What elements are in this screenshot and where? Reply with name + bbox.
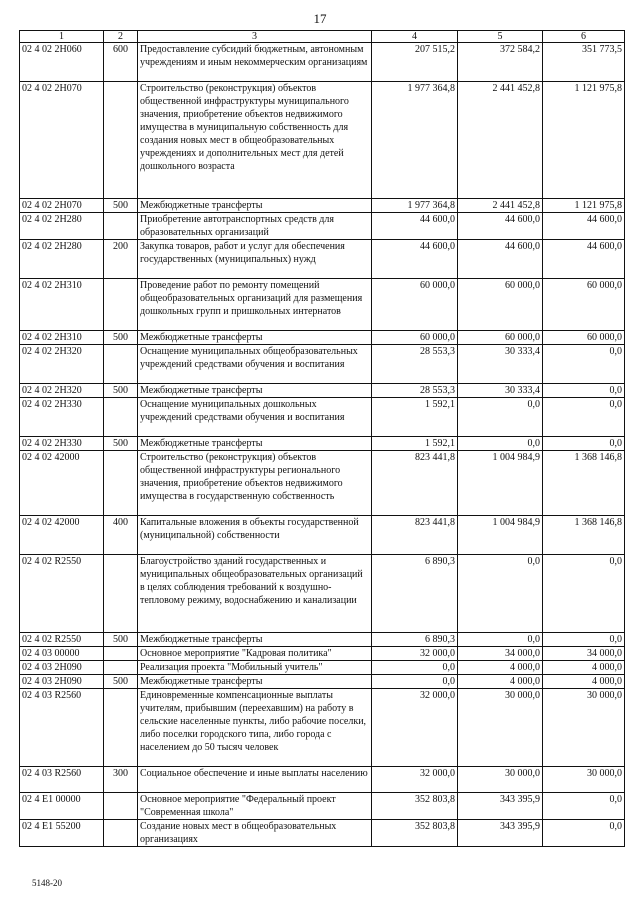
column-header: 4 [372,31,458,43]
table-body [20,43,625,847]
cell-v1: 1 977 364,8 [372,199,458,213]
cell-name: Приобретение автотранспортных средств для образовательных организаций [138,213,372,240]
table-row [20,213,625,240]
cell-type [104,793,138,820]
cell-name: Капитальные вложения в объекты государственной (муниципальной) собственности [138,516,372,555]
cell-name: Реализация проекта "Мобильный учитель" [138,661,372,675]
table-row [20,345,625,384]
column-header: 1 [20,31,104,43]
cell-type: 300 [104,767,138,793]
cell-v1: 60 000,0 [372,279,458,331]
cell-name: Создание новых мест в общеобразовательных организациях [138,820,372,847]
cell-code: 02 4 03 R2560 [20,689,104,767]
cell-v2: 30 000,0 [458,689,543,767]
cell-v2: 34 000,0 [458,647,543,661]
cell-v1: 823 441,8 [372,451,458,516]
cell-code: 02 4 02 2Н320 [20,384,104,398]
cell-v3: 60 000,0 [543,331,625,345]
cell-code: 02 4 03 2Н090 [20,661,104,675]
cell-v2: 343 395,9 [458,793,543,820]
table-row [20,199,625,213]
cell-v1: 1 592,1 [372,437,458,451]
cell-v1: 352 803,8 [372,793,458,820]
cell-v2: 60 000,0 [458,331,543,345]
cell-type [104,398,138,437]
table-row [20,451,625,516]
table-row [20,384,625,398]
cell-type [104,279,138,331]
cell-v3: 1 121 975,8 [543,82,625,199]
cell-v2: 4 000,0 [458,661,543,675]
cell-code: 02 4 02 2Н060 [20,43,104,82]
cell-v2: 44 600,0 [458,213,543,240]
cell-type [104,345,138,384]
cell-code: 02 4 02 2Н330 [20,398,104,437]
cell-type: 500 [104,437,138,451]
cell-type: 500 [104,331,138,345]
cell-type [104,689,138,767]
table-row [20,820,625,847]
table-row [20,279,625,331]
cell-v1: 352 803,8 [372,820,458,847]
table-row [20,82,625,199]
cell-type [104,213,138,240]
cell-v2: 0,0 [458,398,543,437]
table-row [20,647,625,661]
budget-table [19,30,625,847]
cell-v3: 60 000,0 [543,279,625,331]
cell-v2: 2 441 452,8 [458,82,543,199]
cell-type: 400 [104,516,138,555]
cell-name: Межбюджетные трансферты [138,199,372,213]
column-header: 2 [104,31,138,43]
cell-v2: 30 333,4 [458,345,543,384]
cell-v1: 28 553,3 [372,345,458,384]
cell-v2: 30 333,4 [458,384,543,398]
cell-v3: 44 600,0 [543,240,625,279]
cell-v3: 0,0 [543,793,625,820]
cell-v1: 1 977 364,8 [372,82,458,199]
cell-v2: 1 004 984,9 [458,451,543,516]
cell-code: 02 4 02 2Н310 [20,279,104,331]
cell-type [104,820,138,847]
cell-name: Оснащение муниципальных общеобразовательных учреждений средствами обучения и воспитания [138,345,372,384]
table-row [20,43,625,82]
cell-v1: 28 553,3 [372,384,458,398]
cell-type [104,661,138,675]
cell-v2: 343 395,9 [458,820,543,847]
cell-v1: 1 592,1 [372,398,458,437]
column-header: 3 [138,31,372,43]
cell-type [104,451,138,516]
cell-type: 500 [104,675,138,689]
cell-code: 02 4 E1 55200 [20,820,104,847]
cell-code: 02 4 02 2Н280 [20,240,104,279]
cell-v1: 207 515,2 [372,43,458,82]
cell-name: Оснащение муниципальных дошкольных учреждений средствами обучения и воспитания [138,398,372,437]
cell-name: Межбюджетные трансферты [138,384,372,398]
cell-v3: 1 368 146,8 [543,516,625,555]
cell-name: Благоустройство зданий государственных и муниципальных общеобразовательных организаций в целях соблюдения требований к воздушно-тепловому режиму, водоснабжению и канализации [138,555,372,633]
cell-type: 500 [104,633,138,647]
cell-v2: 2 441 452,8 [458,199,543,213]
cell-v2: 4 000,0 [458,675,543,689]
cell-code: 02 4 02 2Н330 [20,437,104,451]
cell-v3: 0,0 [543,633,625,647]
table-row [20,689,625,767]
cell-v1: 32 000,0 [372,767,458,793]
cell-v3: 4 000,0 [543,675,625,689]
cell-name: Основное мероприятие "Кадровая политика" [138,647,372,661]
cell-v3: 1 121 975,8 [543,199,625,213]
table-row [20,793,625,820]
table-row [20,240,625,279]
cell-v2: 0,0 [458,633,543,647]
cell-type: 500 [104,199,138,213]
table-row [20,633,625,647]
cell-code: 02 4 03 2Н090 [20,675,104,689]
cell-type: 500 [104,384,138,398]
cell-v1: 32 000,0 [372,689,458,767]
cell-v2: 0,0 [458,555,543,633]
cell-v3: 351 773,5 [543,43,625,82]
table-row [20,675,625,689]
cell-v1: 6 890,3 [372,633,458,647]
cell-code: 02 4 02 R2550 [20,633,104,647]
cell-name: Проведение работ по ремонту помещений общеобразовательных организаций для размещения дошкольных групп и пришкольных интернатов [138,279,372,331]
cell-v3: 0,0 [543,555,625,633]
cell-code: 02 4 E1 00000 [20,793,104,820]
cell-v2: 30 000,0 [458,767,543,793]
cell-v1: 60 000,0 [372,331,458,345]
cell-code: 02 4 02 42000 [20,516,104,555]
cell-name: Строительство (реконструкция) объектов общественной инфраструктуры регионального значения, приобретение объектов недвижимого имущества в государственную собственность [138,451,372,516]
cell-v2: 44 600,0 [458,240,543,279]
footer-code: 5148-20 [32,878,62,888]
cell-v1: 6 890,3 [372,555,458,633]
cell-name: Предоставление субсидий бюджетным, автономным учреждениям и иным некоммерческим организациям [138,43,372,82]
table-header-row [20,31,625,43]
cell-v3: 0,0 [543,384,625,398]
cell-type: 600 [104,43,138,82]
cell-v1: 44 600,0 [372,240,458,279]
table-row [20,331,625,345]
column-header: 6 [543,31,625,43]
table-row [20,555,625,633]
cell-name: Межбюджетные трансферты [138,437,372,451]
table-row [20,661,625,675]
cell-v1: 0,0 [372,661,458,675]
cell-v1: 0,0 [372,675,458,689]
cell-code: 02 4 02 2Н310 [20,331,104,345]
cell-name: Строительство (реконструкция) объектов общественной инфраструктуры муниципального значения, приобретение объектов недвижимого имущества в муниципальную собственность для создания новых мест в общеобразовательных учреждениях и дополнительных мест для детей дошкольного возраста [138,82,372,199]
cell-v2: 60 000,0 [458,279,543,331]
cell-v3: 0,0 [543,820,625,847]
cell-name: Межбюджетные трансферты [138,331,372,345]
cell-type [104,647,138,661]
table-row [20,398,625,437]
cell-code: 02 4 02 2Н280 [20,213,104,240]
cell-v3: 0,0 [543,437,625,451]
column-header: 5 [458,31,543,43]
cell-name: Межбюджетные трансферты [138,633,372,647]
table-row [20,437,625,451]
cell-code: 02 4 02 R2550 [20,555,104,633]
cell-type: 200 [104,240,138,279]
cell-v1: 44 600,0 [372,213,458,240]
cell-code: 02 4 03 00000 [20,647,104,661]
cell-code: 02 4 02 42000 [20,451,104,516]
cell-code: 02 4 02 2Н070 [20,82,104,199]
cell-v2: 0,0 [458,437,543,451]
table-row [20,767,625,793]
cell-v1: 32 000,0 [372,647,458,661]
cell-v3: 0,0 [543,398,625,437]
table-row [20,516,625,555]
cell-v3: 4 000,0 [543,661,625,675]
cell-v3: 0,0 [543,345,625,384]
cell-type [104,82,138,199]
cell-v2: 1 004 984,9 [458,516,543,555]
cell-v1: 823 441,8 [372,516,458,555]
cell-code: 02 4 02 2Н070 [20,199,104,213]
cell-code: 02 4 02 2Н320 [20,345,104,384]
cell-name: Социальное обеспечение и иные выплаты населению [138,767,372,793]
cell-v3: 34 000,0 [543,647,625,661]
cell-name: Единовременные компенсационные выплаты учителям, прибывшим (переехавшим) на работу в сельские населенные пункты, либо рабочие поселки, либо поселки городского типа, либо города с населением до 50 тысяч человек [138,689,372,767]
cell-v3: 30 000,0 [543,767,625,793]
cell-v3: 44 600,0 [543,213,625,240]
cell-name: Основное мероприятие "Федеральный проект "Современная школа" [138,793,372,820]
page-number: 17 [313,11,327,26]
cell-v3: 1 368 146,8 [543,451,625,516]
cell-type [104,555,138,633]
cell-name: Закупка товаров, работ и услуг для обеспечения государственных (муниципальных) нужд [138,240,372,279]
cell-v3: 30 000,0 [543,689,625,767]
cell-code: 02 4 03 R2560 [20,767,104,793]
cell-name: Межбюджетные трансферты [138,675,372,689]
cell-v2: 372 584,2 [458,43,543,82]
